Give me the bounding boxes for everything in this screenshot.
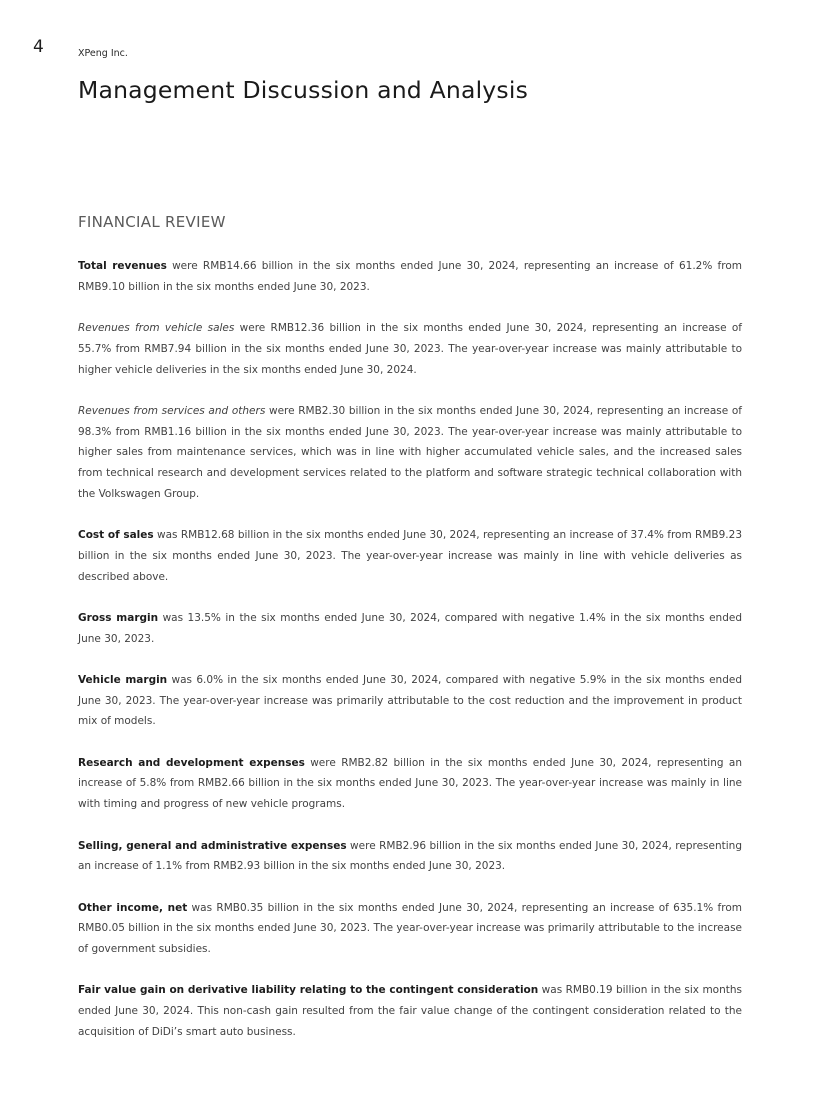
paragraph-lead: Vehicle margin [78, 673, 168, 686]
paragraph-lead: Revenues from services and others [78, 404, 266, 417]
paragraph-gross-margin [78, 608, 742, 649]
paragraph-body: was 13.5% in the six months ended June 30, 2024, compared with negative 1.4% in the six months ended June 30, 2023. [78, 611, 742, 645]
paragraph-revenues-vehicle-sales [78, 318, 742, 380]
paragraph-lead: Selling, general and administrative expenses [78, 839, 347, 852]
paragraph-body: were RMB14.66 billion in the six months ended June 30, 2024, representing an increase of 61.2% from RMB9.10 billion in the six months ended June 30, 2023. [78, 260, 742, 293]
paragraph-vehicle-margin [78, 670, 742, 732]
paragraph-revenues-services [78, 401, 742, 505]
paragraph-body: was 6.0% in the six months ended June 30, 2024, compared with negative 5.9% in the six months ended June 30, 2023. The year-over-year increase was primarily attributable to the cost reduction and the improvement in product mix of models. [78, 673, 742, 728]
section-heading: FINANCIAL REVIEW [78, 213, 226, 231]
paragraph-lead: Gross margin [78, 611, 159, 624]
paragraph-body: was RMB0.19 billion in the six months ended June 30, 2024. This non-cash gain resulted from the fair value change of the contingent consideration related to the acquisition of DiDi’s smart auto business. [78, 984, 742, 1038]
financial-review-content [78, 256, 742, 1063]
paragraph-body: were RMB12.36 billion in the six months ended June 30, 2024, representing an increase of 55.7% from RMB7.94 billion in the six months ended June 30, 2023. The year-over-year increase was mainly attributable to higher vehicle deliveries in the six months ended June 30, 2024. [78, 322, 742, 376]
paragraph-body: was RMB12.68 billion in the six months ended June 30, 2024, representing an increase of 37.4% from RMB9.23 billion in the six months ended June 30, 2023. The year-over-year increase was mainly in line with vehicle deliveries as described above. [78, 529, 742, 583]
page-title: Management Discussion and Analysis [78, 76, 529, 104]
paragraph-lead: Cost of sales [78, 529, 154, 542]
paragraph-lead: Fair value gain on derivative liability relating to the contingent consideration [78, 984, 539, 997]
paragraph-research-development [78, 753, 742, 815]
paragraph-body: were RMB2.96 billion in the six months ended June 30, 2024, representing an increase of 1.1% from RMB2.93 billion in the six months ended June 30, 2023. [78, 839, 742, 873]
paragraph-cost-of-sales [78, 525, 742, 587]
company-name: XPeng Inc. [78, 48, 128, 59]
paragraph-body: was RMB0.35 billion in the six months ended June 30, 2024, representing an increase of 635.1% from RMB0.05 billion in the six months ended June 30, 2023. The year-over-year increase was primarily attributable to the increase of government subsidies. [78, 901, 742, 956]
paragraph-total-revenues [78, 256, 742, 297]
paragraph-lead: Other income, net [78, 901, 188, 914]
paragraph-body: were RMB2.30 billion in the six months ended June 30, 2024, representing an increase of 98.3% from RMB1.16 billion in the six months ended June 30, 2023. The year-over-year increase was mainly attributable to higher sales from maintenance services, which was in line with higher accumulated vehicle sales, and the increased sales from technical research and development services related to the platform and software strategic technical collaboration with the Volkswagen Group. [78, 404, 742, 500]
paragraph-other-income [78, 898, 742, 960]
paragraph-lead: Research and development expenses [78, 756, 305, 769]
paragraph-sga-expenses [78, 836, 742, 877]
paragraph-lead: Revenues from vehicle sales [78, 322, 235, 335]
paragraph-lead: Total revenues [78, 260, 167, 272]
page-number: 4 [33, 37, 44, 57]
paragraph-fair-value-gain [78, 980, 742, 1042]
paragraph-body: were RMB2.82 billion in the six months ended June 30, 2024, representing an increase of 5.8% from RMB2.66 billion in the six months ended June 30, 2023. The year-over-year increase was mainly in line with timing and progress of new vehicle programs. [78, 756, 743, 811]
